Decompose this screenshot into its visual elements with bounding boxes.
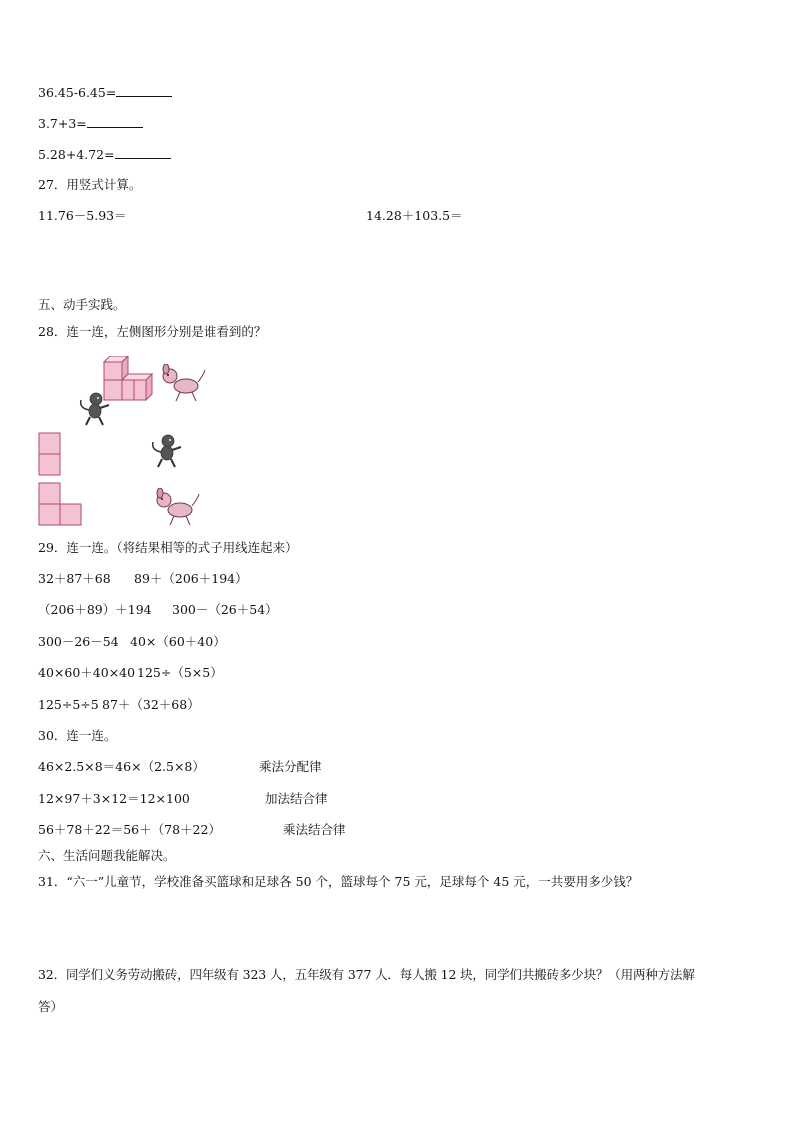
q29-right-expression[interactable]: 125÷（5×5） [137,665,223,680]
q29-left-expression[interactable]: 125÷5÷5 [38,697,99,712]
q30-law-label[interactable]: 乘法分配律 [259,759,322,774]
section-6-title: 六、生活问题我能解决。 [38,848,176,863]
calc-item-3 [38,146,171,163]
question-27-left-expression: 11.76－5.93＝ [38,208,127,223]
q30-equation[interactable]: 12×97＋3×12＝12×100 [38,791,190,806]
answer-blank[interactable] [116,84,172,97]
question-27-right-expression: 14.28＋103.5＝ [366,208,463,223]
q29-right-expression[interactable]: 89＋（206＋194） [134,571,248,586]
q29-left-expression[interactable]: （206＋89）＋194 [38,602,152,617]
question-29-prompt: 29．连一连。（将结果相等的式子用线连起来） [38,540,298,555]
calc-expression: 3.7+3= [38,116,87,131]
answer-blank[interactable] [87,115,143,128]
q30-law-label[interactable]: 加法结合律 [265,791,328,806]
monkey-icon [78,391,112,427]
q29-right-expression[interactable]: 87＋（32＋68） [102,697,200,712]
q29-right-expression[interactable]: 300－（26＋54） [172,602,278,617]
dog-icon[interactable] [152,488,200,528]
question-30-prompt: 30．连一连。 [38,728,117,743]
section-5-title: 五、动手实践。 [38,297,126,312]
question-31-text: 31．“六一”儿童节，学校准备买篮球和足球各 50 个，篮球每个 75 元，足球每个 45 元，一共要用多少钱？ [38,874,639,889]
calc-expression: 5.28+4.72= [38,147,115,162]
q29-left-expression[interactable]: 300－26－54 [38,634,119,649]
question-32-line-2: 答） [38,999,64,1014]
question-32-line-1: 32．同学们义务劳动搬砖，四年级有 323 人，五年级有 377 人．每人搬 12 块，同学们共搬砖多少块？（用两种方法解 [38,967,695,982]
q30-equation[interactable]: 56＋78＋22＝56＋（78＋22） [38,822,221,837]
calc-item-1 [38,84,172,101]
calc-item-2 [38,115,143,132]
q29-left-expression[interactable]: 40×60＋40×40 [38,665,136,680]
monkey-icon[interactable] [150,433,184,469]
q30-equation[interactable]: 46×2.5×8＝46×（2.5×8） [38,759,205,774]
calc-expression: 36.45-6.45= [38,85,117,100]
question-27-prompt: 27．用竖式计算。 [38,177,142,192]
view-shape-l-shape [38,482,84,526]
question-28-prompt: 28．连一连，左侧图形分别是谁看到的？ [38,324,267,339]
dog-icon [158,364,206,404]
q29-right-expression[interactable]: 40×（60＋40） [130,634,226,649]
view-shape-two-squares [38,432,62,476]
q30-law-label[interactable]: 乘法结合律 [283,822,346,837]
q29-left-expression[interactable]: 32＋87＋68 [38,571,111,586]
answer-blank[interactable] [115,146,171,159]
